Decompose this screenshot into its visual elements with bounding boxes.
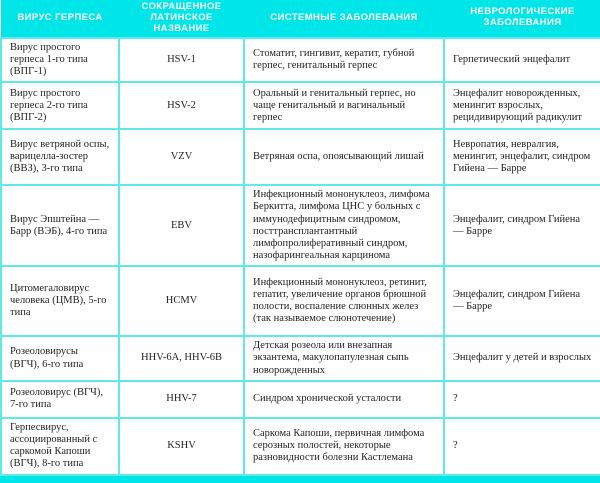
neuro-cell: Невропатия, невралгия, менингит, энцефалит, синдром Гийена — Барре: [444, 129, 600, 185]
systemic-cell: Оральный и генитальный герпес, но чаще генитальный и вагинальный герпес: [244, 82, 444, 129]
abbr-cell: EBV: [119, 185, 244, 266]
neuro-cell: Энцефалит, синдром Гийена — Барре: [444, 185, 600, 266]
neuro-cell: Энцефалит, синдром Гийена — Барре: [444, 266, 600, 336]
bottom-accent-strip: [0, 476, 600, 483]
virus-cell: Цитомегаловирус человека (ЦМВ), 5-го типа: [1, 266, 119, 336]
header-row: [1, 0, 600, 38]
abbr-cell: KSHV: [119, 418, 244, 475]
abbr-cell: HSV-1: [119, 38, 244, 83]
header-systemic-diseases: СИСТЕМНЫЕ ЗАБОЛЕВАНИЯ: [244, 0, 444, 38]
virus-cell: Вирус простого герпеса 2-го типа (ВПГ-2): [1, 82, 119, 129]
abbr-cell: HHV-6A, HHV-6B: [119, 336, 244, 381]
neuro-cell: Энцефалит новорожденных, менингит взрослых, рецидивирующий радикулит: [444, 82, 600, 129]
systemic-cell: Инфекционный мононуклеоз, лимфома Беркитта, лимфома ЦНС у больных с иммунодефицитным синдромом, посттрансплантантный лимфопролиферативный синдром, назофарингеальная карцинома: [244, 185, 444, 266]
systemic-cell: Детская розеола или внезапная экзантема, макулопапулезная сыпь новорожденных: [244, 336, 444, 381]
abbr-cell: VZV: [119, 129, 244, 185]
table-row: [1, 418, 600, 475]
systemic-cell: Синдром хронической усталости: [244, 381, 444, 418]
systemic-cell: Стоматит, гингивит, кератит, губной герпес, генитальный герпес: [244, 38, 444, 83]
header-virus: ВИРУС ГЕРПЕСА: [1, 0, 119, 38]
header-neurological-diseases: НЕВРОЛОГИЧЕСКИЕ ЗАБОЛЕВАНИЯ: [444, 0, 600, 38]
virus-cell: Вирус Эпштейна — Барр (ВЭБ), 4-го типа: [1, 185, 119, 266]
neuro-cell: ?: [444, 381, 600, 418]
table-row: [1, 266, 600, 336]
table-row: [1, 381, 600, 418]
table-row: [1, 185, 600, 266]
abbr-cell: HHV-7: [119, 381, 244, 418]
virus-cell: Вирус простого герпеса 1-го типа (ВПГ-1): [1, 38, 119, 83]
virus-cell: Розеоловирус (ВГЧ), 7-го типа: [1, 381, 119, 418]
abbr-cell: HCMV: [119, 266, 244, 336]
systemic-cell: Саркома Капоши, первичная лимфома серозных полостей, некоторые разновидности болезни Кастлемана: [244, 418, 444, 475]
neuro-cell: Герпетический энцефалит: [444, 38, 600, 83]
table-row: [1, 38, 600, 83]
table-row: [1, 129, 600, 185]
abbr-cell: HSV-2: [119, 82, 244, 129]
table-body: [1, 38, 600, 475]
table-row: [1, 82, 600, 129]
systemic-cell: Ветряная оспа, опоясывающий лишай: [244, 129, 444, 185]
neuro-cell: Энцефалит у детей и взрослых: [444, 336, 600, 381]
systemic-cell: Инфекционный мононуклеоз, ретинит, гепатит, увеличение органов брюшной полости, воспаление слюнных желез (так называемое слюнотечение): [244, 266, 444, 336]
table-row: [1, 336, 600, 381]
virus-cell: Вирус ветряной оспы, варицелла-зостер (ВВЗ), 3-го типа: [1, 129, 119, 185]
virus-cell: Герпесвирус, ассоциированный с саркомой Капоши (ВГЧ), 8-го типа: [1, 418, 119, 475]
header-latin-abbreviation: СОКРАЩЕННОЕ ЛАТИНСКОЕ НАЗВАНИЕ: [119, 0, 244, 38]
virus-cell: Розеоловирусы (ВГЧ), 6-го типа: [1, 336, 119, 381]
neuro-cell: ?: [444, 418, 600, 475]
table-header: [1, 0, 600, 38]
